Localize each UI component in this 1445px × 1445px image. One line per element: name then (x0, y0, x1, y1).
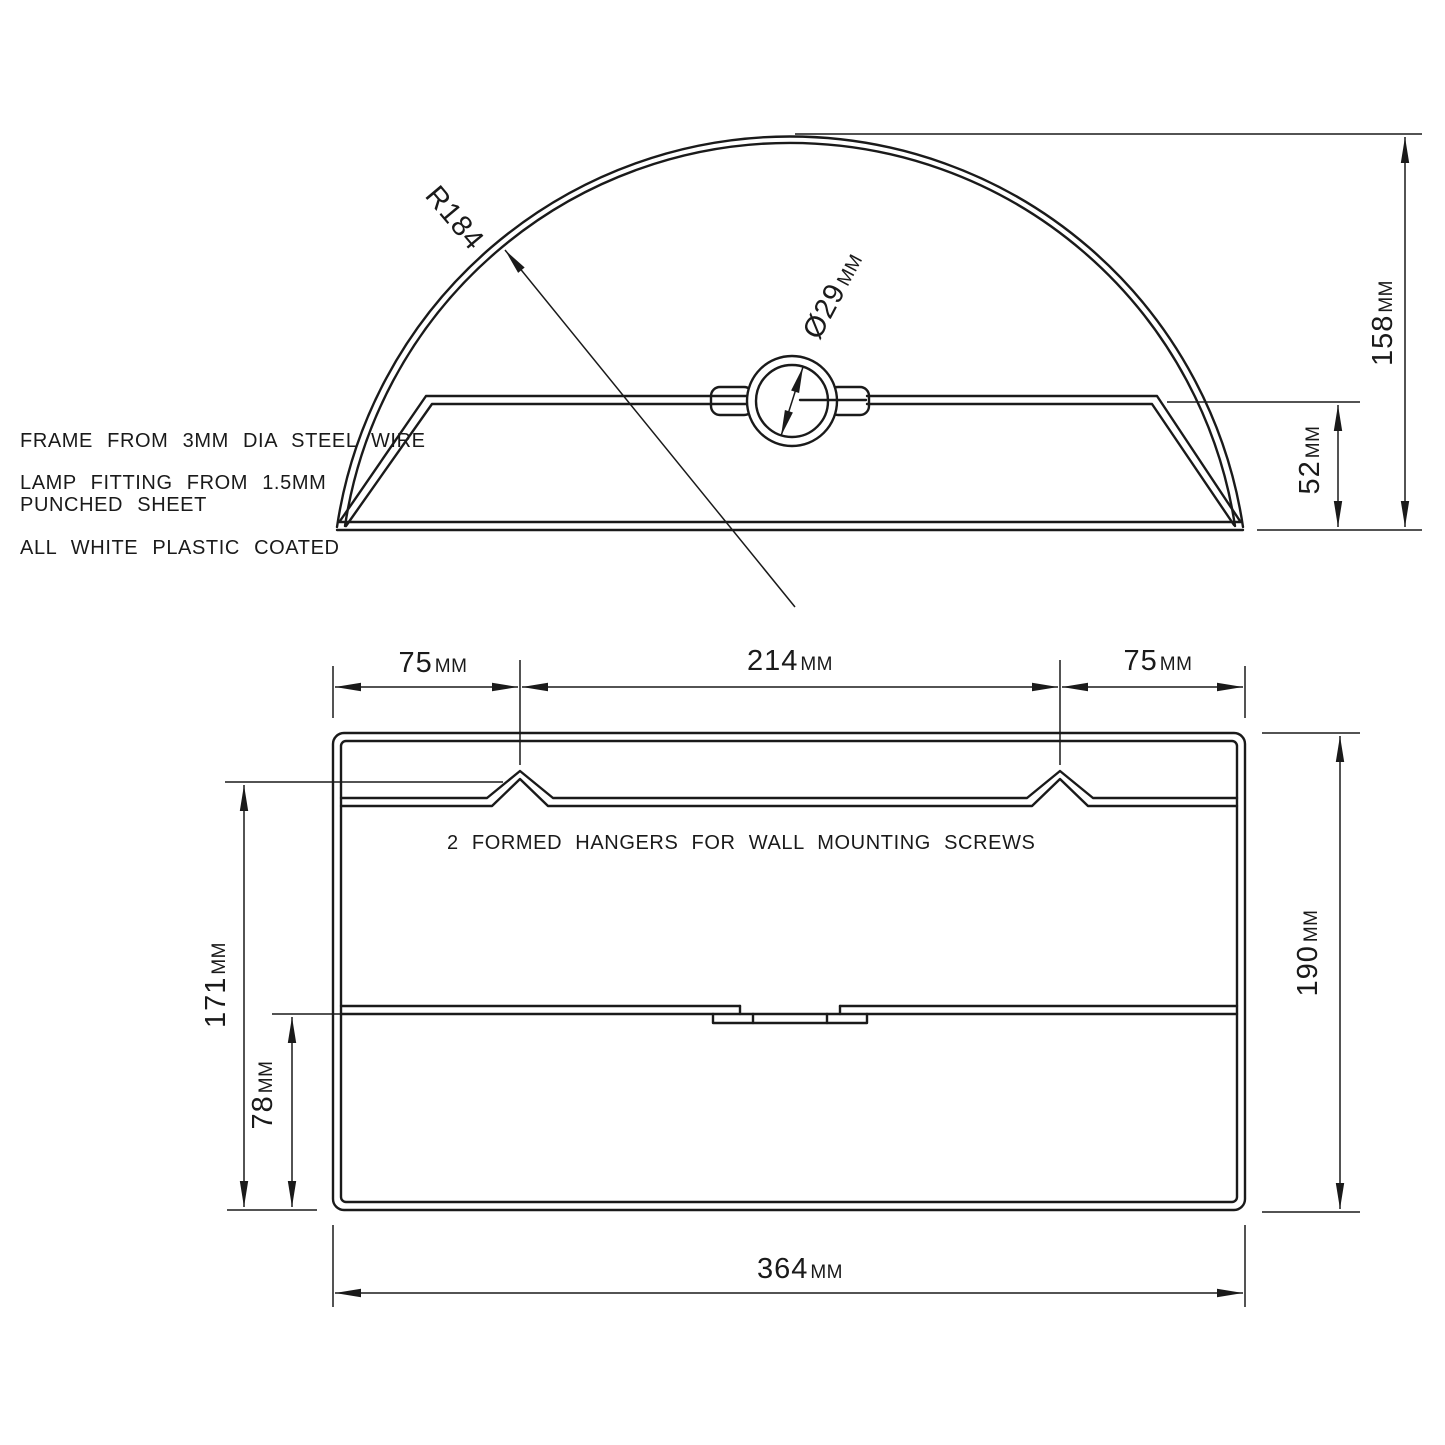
height-171-label: 171MM (200, 941, 232, 1029)
note-fitting-material: LAMP FITTING FROM 1.5MM (20, 472, 327, 494)
note-finish: ALL WHITE PLASTIC COATED (20, 537, 340, 559)
crossbar-wire-right-top (867, 396, 1240, 521)
offset-52-label: 52MM (1294, 425, 1326, 495)
height-78-label: 78MM (247, 1060, 279, 1130)
width-364-label: 364 MM (756, 1253, 844, 1285)
front-view (337, 136, 1243, 607)
hole-diameter-label: Ø29MM (796, 250, 868, 345)
height-190-label: 190MM (1292, 909, 1324, 997)
arc-wire-outer (337, 136, 1243, 527)
height-158-label: 158MM (1367, 279, 1399, 367)
crossbar-wire-left-bottom (346, 404, 747, 526)
note-fitting-material-2: PUNCHED SHEET (20, 494, 207, 516)
note-frame-material: FRAME FROM 3MM DIA STEEL WIRE (20, 430, 426, 452)
plan-outline-inner (341, 741, 1237, 1202)
offset-75-right-label: 75 MM (1123, 645, 1193, 677)
crossbar-wire-right-bottom (867, 404, 1234, 525)
plan-view (333, 733, 1245, 1210)
hanger-wire-top (341, 771, 1237, 798)
hanger-wire-bottom (341, 779, 1237, 806)
radius-leader-line (505, 250, 795, 607)
hanger-note: 2 FORMED HANGERS FOR WALL MOUNTING SCREWS (447, 832, 1036, 854)
radius-label: R184 (418, 179, 491, 257)
fitting-bracket (713, 1014, 867, 1023)
arc-wire-inner (345, 143, 1235, 526)
crossbar-wire-left-top (340, 396, 747, 521)
plan-view-dimensions (200, 645, 1360, 1307)
plan-outline-outer (333, 733, 1245, 1210)
offset-75-left-label: 75 MM (398, 647, 468, 679)
spacing-214-label: 214 MM (746, 645, 834, 677)
